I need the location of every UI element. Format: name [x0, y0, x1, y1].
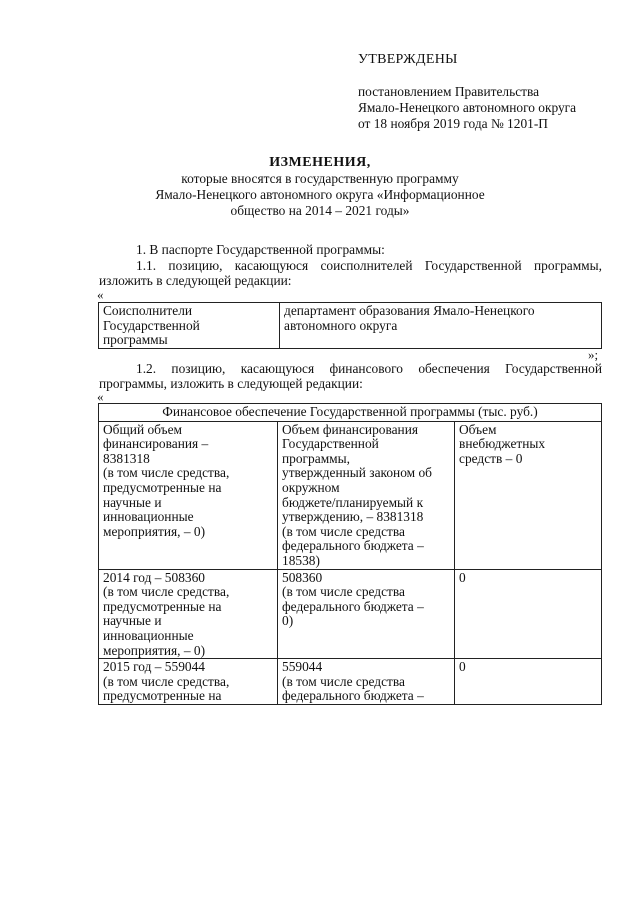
table-cell: [455, 659, 602, 705]
cell-line: финансирования –: [103, 436, 209, 452]
cell-line: мероприятия, – 0): [103, 642, 206, 658]
table-cell: [455, 569, 602, 659]
cell-line: федерального бюджета –: [282, 538, 424, 554]
cell-line: средств – 0: [459, 450, 523, 466]
co-executors-table: [98, 302, 602, 349]
cell-line: (в том числе средства,: [103, 673, 230, 689]
cell-line: 0): [282, 613, 294, 629]
cell-line: департамент образования Ямало-Ненецкого: [284, 303, 535, 318]
cell-line: предусмотренные на: [103, 688, 222, 704]
item-1-2-line: 1.2. позицию, касающуюся финансового обеспечения Государственной: [136, 361, 602, 376]
cell-line: 0: [459, 569, 466, 585]
table-cell: [99, 659, 278, 705]
open-quote: «: [97, 389, 104, 404]
table-row: [99, 569, 602, 659]
table-cell: [278, 569, 455, 659]
cell-line: мероприятия, – 0): [103, 523, 206, 539]
item-1-1-line: изложить в следующей редакции:: [99, 273, 292, 288]
cell-line: инновационные: [103, 509, 194, 525]
cell-line: 2015 год – 559044: [103, 659, 205, 675]
cell-line: Объем финансирования: [282, 421, 419, 437]
approval-line: от 18 ноября 2019 года № 1201-П: [358, 116, 548, 131]
cell-line: (в том числе средства: [282, 584, 405, 600]
item-1-1-line: 1.1. позицию, касающуюся соисполнителей Государственной программы,: [136, 258, 602, 273]
cell-line: федерального бюджета –: [282, 598, 424, 614]
finance-table-header: Финансовое обеспечение Государственной программы (тыс. руб.): [99, 404, 602, 422]
table-cell: [278, 659, 455, 705]
table-row: [99, 659, 602, 705]
cell-line: 508360: [282, 569, 323, 585]
table-cell: [278, 421, 455, 569]
cell-line: федерального бюджета –: [282, 688, 424, 704]
cell-line: утвержденный законом об: [282, 465, 432, 481]
document-title: ИЗМЕНЕНИЯ,: [269, 155, 371, 170]
cell-line: инновационные: [103, 627, 194, 643]
co-executors-value-cell: [280, 303, 602, 349]
open-quote: «: [97, 287, 104, 302]
cell-line: Соисполнители: [103, 303, 193, 318]
cell-line: утверждению, – 8381318: [282, 509, 424, 525]
cell-line: научные и: [103, 613, 162, 629]
item-1-2-line: программы, изложить в следующей редакции:: [99, 376, 363, 391]
table-cell: [455, 421, 602, 569]
cell-line: (в том числе средства,: [103, 465, 230, 481]
section-heading: 1. В паспорте Государственной программы:: [136, 242, 385, 257]
cell-line: 18538): [282, 552, 320, 568]
cell-line: программы,: [282, 450, 350, 466]
approval-line: Ямало-Ненецкого автономного округа: [358, 100, 577, 115]
cell-line: (в том числе средства: [282, 523, 405, 539]
table-cell: [99, 569, 278, 659]
subtitle-line: общество на 2014 – 2021 годы»: [230, 203, 410, 218]
cell-line: предусмотренные на: [103, 598, 222, 614]
cell-line: автономного округа: [284, 317, 398, 333]
table-cell: [99, 421, 278, 569]
cell-line: программы: [103, 332, 168, 348]
approval-title: УТВЕРЖДЕНЫ: [358, 52, 458, 67]
cell-line: научные и: [103, 494, 162, 510]
finance-table: [98, 403, 602, 705]
cell-line: Общий объем: [103, 421, 182, 437]
co-executors-label-cell: [99, 303, 280, 349]
cell-line: 2014 год – 508360: [103, 569, 205, 585]
approval-line: постановлением Правительства: [358, 84, 540, 99]
cell-line: внебюджетных: [459, 436, 546, 452]
cell-line: Государственной: [103, 317, 200, 333]
cell-line: 0: [459, 659, 466, 675]
cell-line: 559044: [282, 659, 323, 675]
subtitle-line: которые вносятся в государственную программу: [181, 171, 459, 186]
table-row: [99, 421, 602, 569]
cell-line: предусмотренные на: [103, 479, 222, 495]
cell-line: (в том числе средства: [282, 673, 405, 689]
cell-line: Государственной: [282, 436, 379, 452]
cell-line: (в том числе средства,: [103, 584, 230, 600]
cell-line: окружном: [282, 479, 340, 495]
close-quote: »;: [588, 347, 599, 362]
subtitle-line: Ямало-Ненецкого автономного округа «Информационное: [155, 187, 485, 202]
cell-line: Объем: [459, 421, 497, 437]
cell-line: 8381318: [103, 450, 150, 466]
cell-line: бюджете/планируемый к: [282, 494, 424, 510]
